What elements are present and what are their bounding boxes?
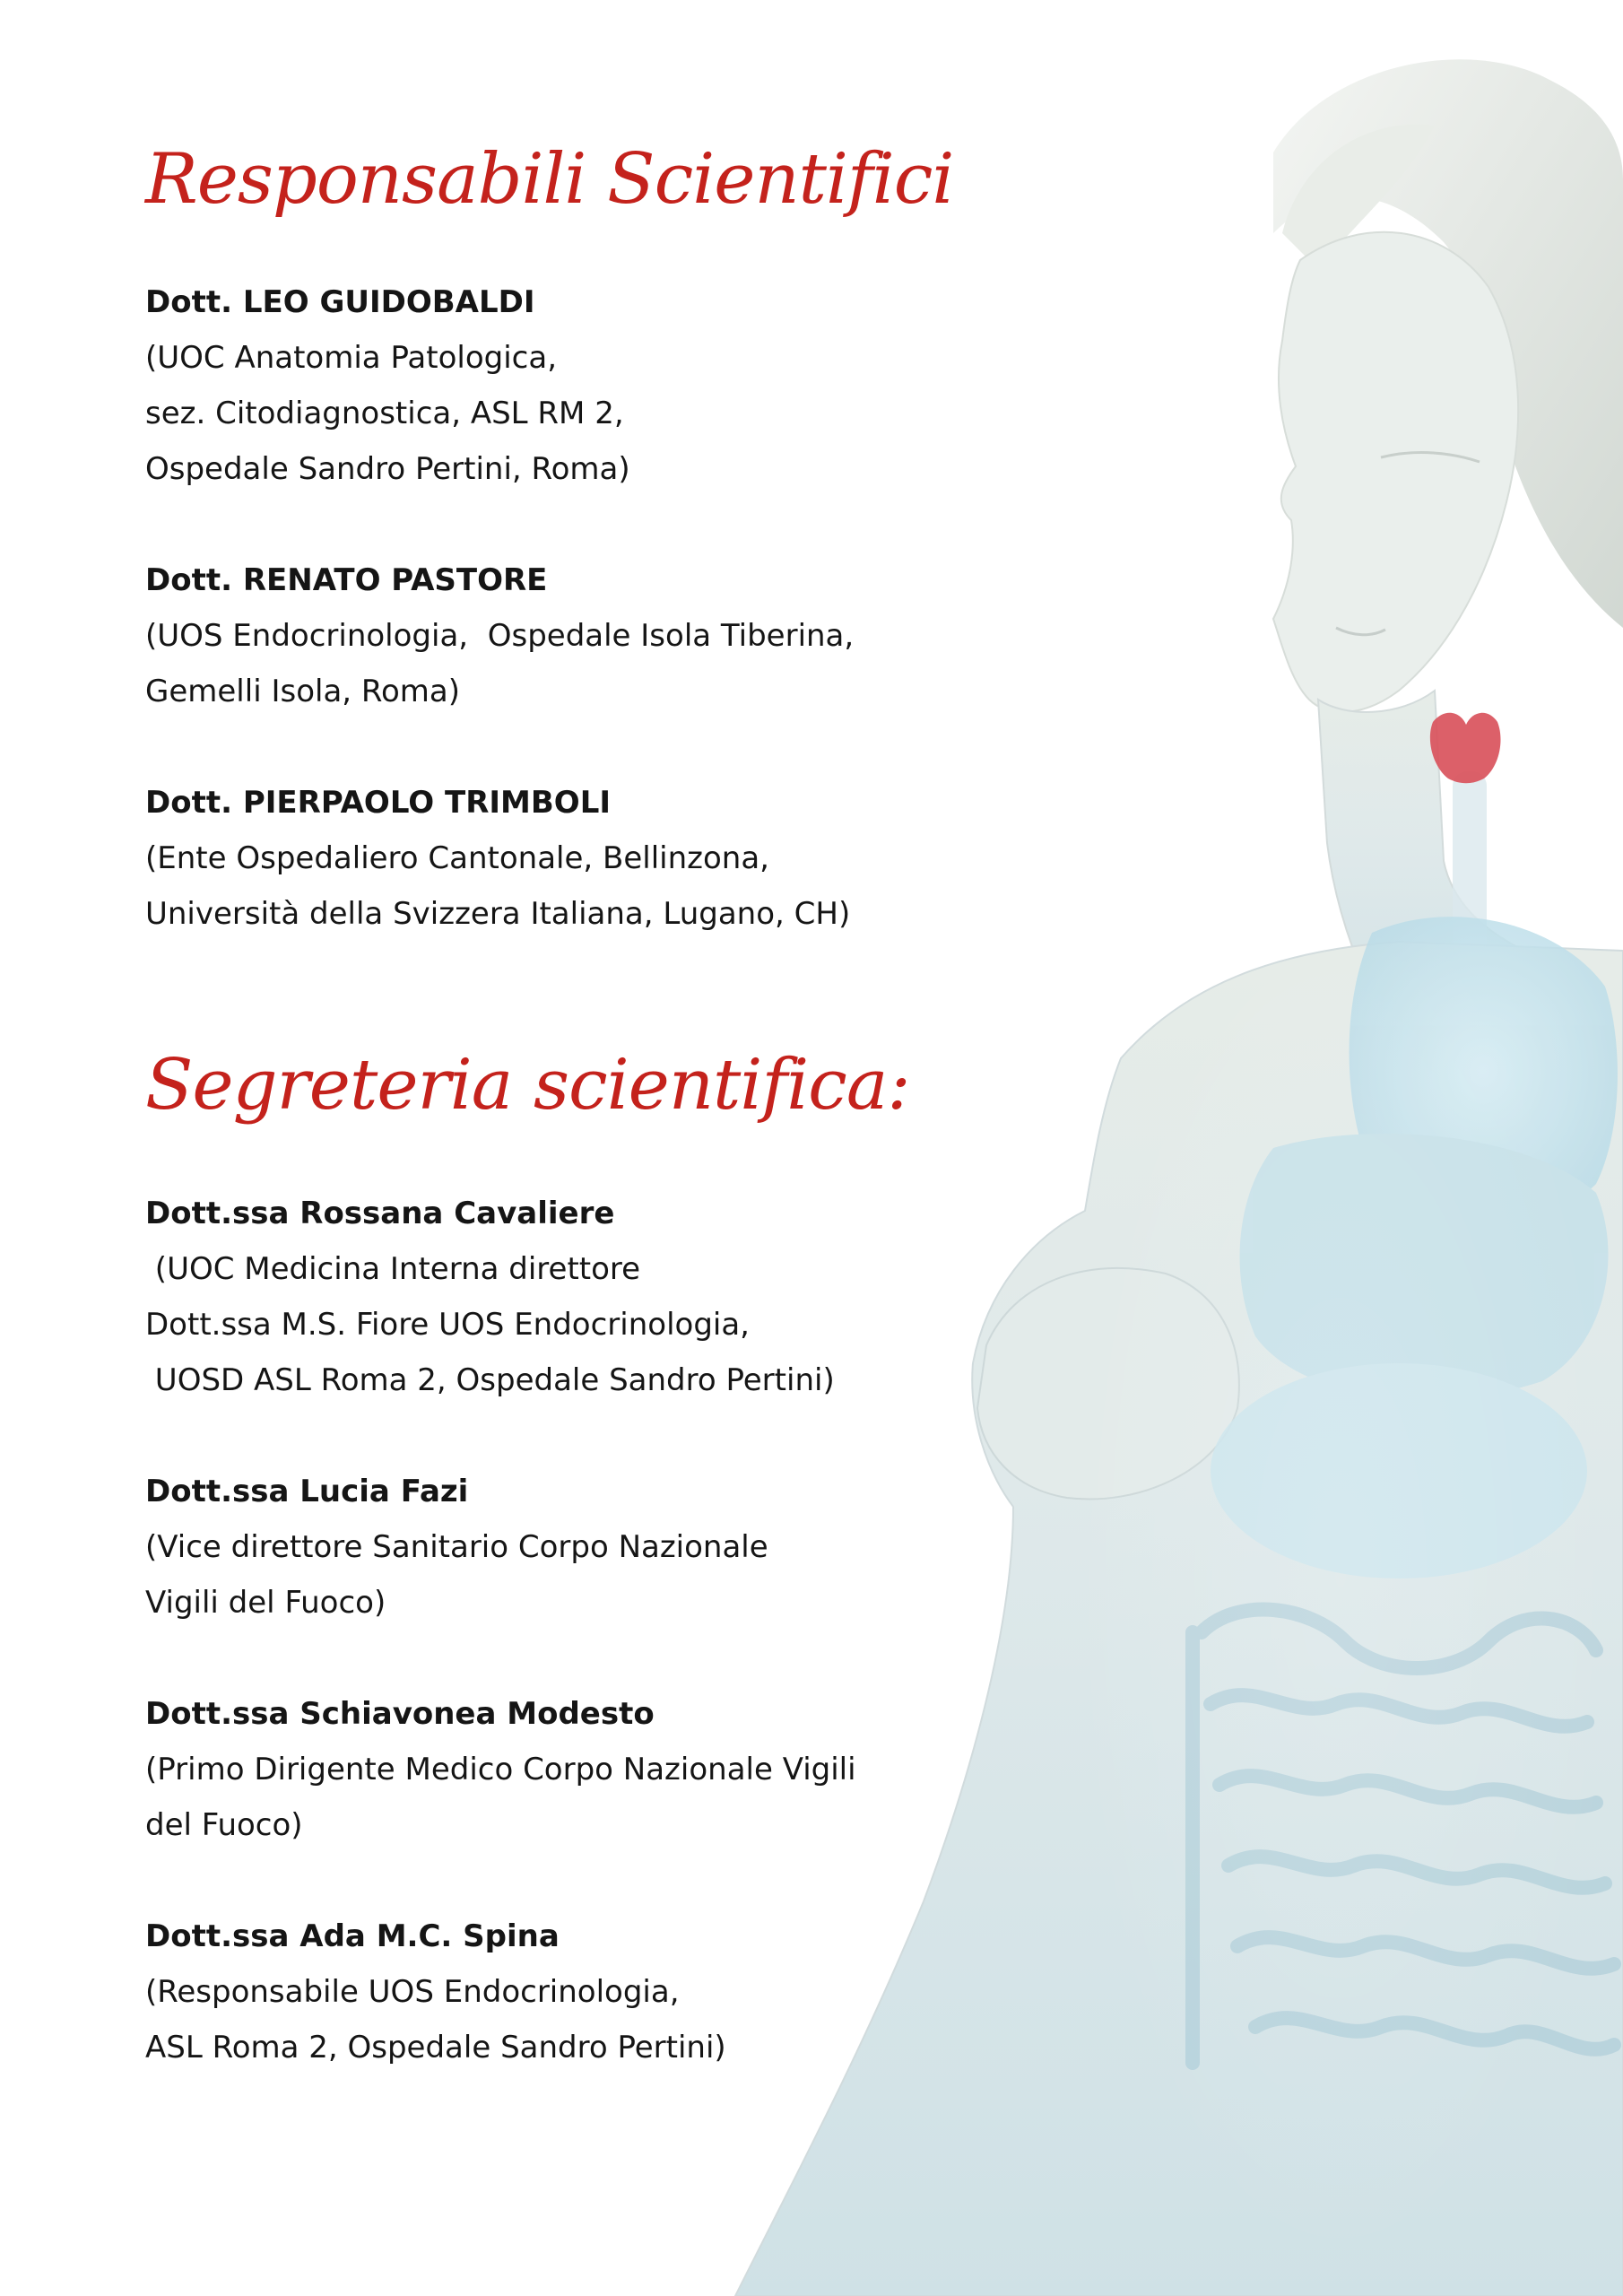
thyroid-highlight [1430,713,1501,783]
person-entry [145,775,916,942]
person-entry [145,274,916,497]
person-affiliation-line: Vigili del Fuoco) [145,1585,386,1621]
person-name: Dott. LEO GUIDOBALDI [145,284,535,320]
person-affiliation-line: (Responsabile UOS Endocrinologia, [145,1974,680,2010]
person-affiliation-line: (UOS Endocrinologia, Ospedale Isola Tiberina, [145,618,855,654]
person-entry [145,1909,916,2075]
person-affiliation-line: ASL Roma 2, Ospedale Sandro Pertini) [145,2030,726,2066]
person-affiliation-line: del Fuoco) [145,1807,303,1843]
person-affiliation-line: Dott.ssa M.S. Fiore UOS Endocrinologia, [145,1307,750,1343]
person-name: Dott.ssa Rossana Cavaliere [145,1196,615,1231]
person-name: Dott.ssa Lucia Fazi [145,1474,469,1509]
head-shape [1273,232,1518,712]
person-name: Dott.ssa Schiavonea Modesto [145,1696,655,1732]
person-entry [145,1464,916,1631]
person-affiliation-line: (Ente Ospedaliero Cantonale, Bellinzona, [145,840,769,876]
person-affiliation-line: (UOC Medicina Interna direttore [145,1251,641,1287]
person-name: Dott.ssa Ada M.C. Spina [145,1918,560,1954]
person-affiliation-line: UOSD ASL Roma 2, Ospedale Sandro Pertini) [145,1362,835,1398]
person-name: Dott. RENATO PASTORE [145,562,548,598]
person-affiliation-line: Gemelli Isola, Roma) [145,674,461,709]
person-entry [145,1186,916,1408]
person-affiliation-line: (Primo Dirigente Medico Corpo Nazionale Vigili [145,1752,856,1787]
credits-column [145,135,954,2075]
person-affiliation-line: (UOC Anatomia Patologica, [145,340,557,376]
person-affiliation-line: Università della Svizzera Italiana, Lugano, CH) [145,896,851,932]
person-entry [145,1686,916,1853]
person-affiliation-line: Ospedale Sandro Pertini, Roma) [145,451,630,487]
person-affiliation-line: (Vice direttore Sanitario Corpo Nazionale [145,1529,768,1565]
person-name: Dott. PIERPAOLO TRIMBOLI [145,785,612,821]
person-entry [145,552,916,719]
person-affiliation-line: sez. Citodiagnostica, ASL RM 2, [145,396,624,431]
section-title-segreteria: Segreteria scientifica: [145,1045,910,1126]
section-title-responsabili: Responsabili Scientifici [145,139,954,220]
